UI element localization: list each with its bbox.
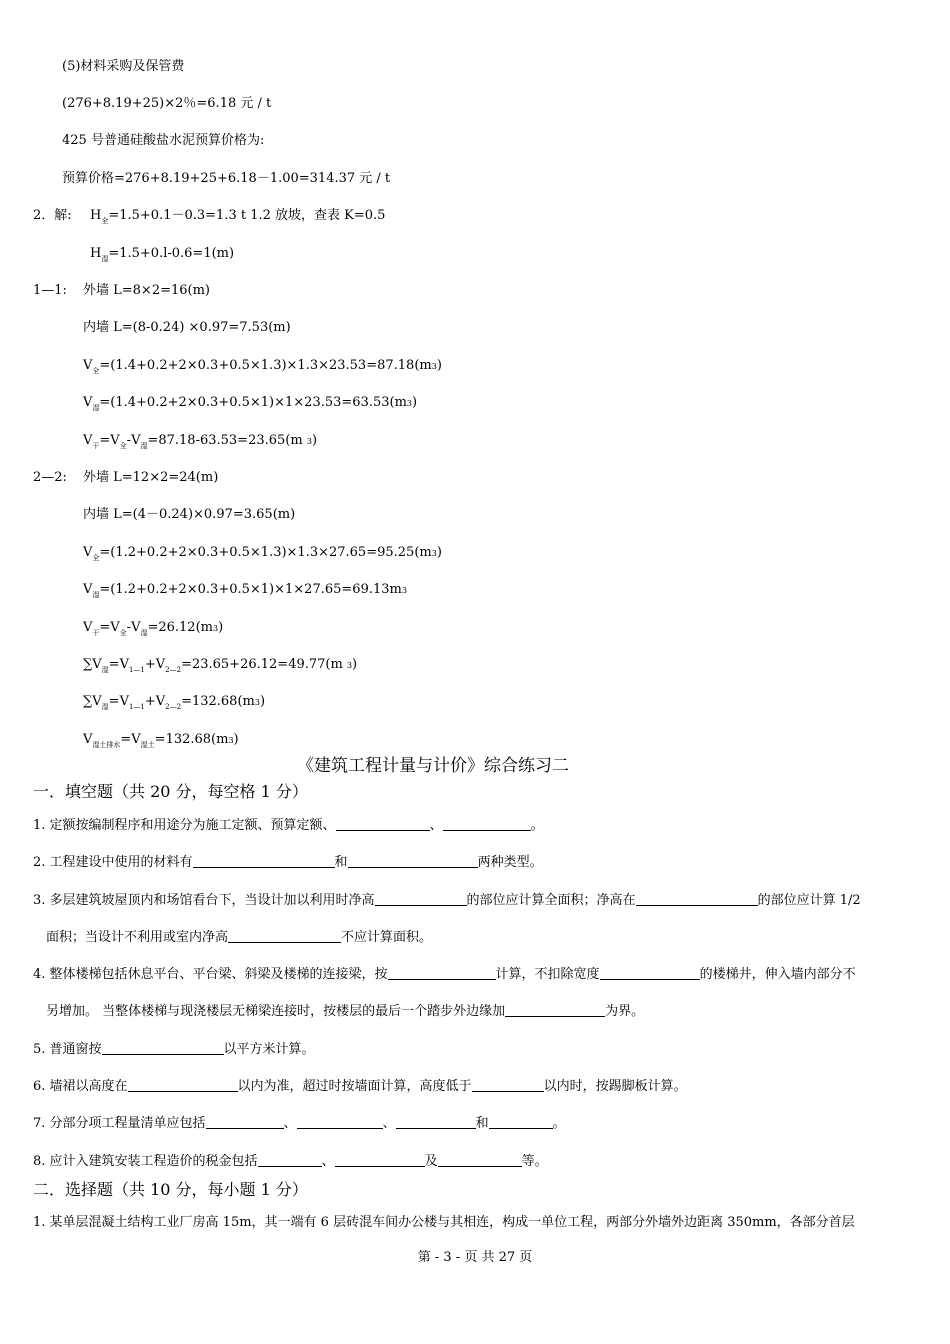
answer-blank — [600, 966, 700, 980]
material-fee-heading: (5)材料采购及保管费 — [62, 59, 185, 74]
answer-blank — [505, 1003, 605, 1017]
answer-blank — [206, 1115, 284, 1129]
question-5: 5. 普通窗按 以平方米计算。 — [33, 1042, 315, 1057]
answer-blank — [396, 1115, 476, 1129]
answer-blank — [388, 966, 496, 980]
question-3: 3. 多层建筑坡屋顶内和场馆看台下，当设计加以利用时净高 的部位应计算全面积；净高在 的部位应计算 1/2 — [33, 893, 861, 908]
section-1-1-v-full: $V_全=(1.4+0.2+2\times 0.3+0.5\times 1.3)\times 1.3\times 23.53=87.18(m3)$ — [83, 358, 442, 375]
section-2-2-v-wet: $V_湿=(1.2+0.2+2\times 0.3+0.5\times 1)\times 1\times 27.65=69.13m3$ — [83, 582, 407, 599]
exercise-title: 《建筑工程计量与计价》综合练习二 — [297, 756, 569, 776]
question-7: 7. 分部分项工程量清单应包括 、 、 和 。 — [33, 1116, 566, 1131]
answer-blank — [438, 1153, 522, 1167]
question-4-cont: 另增加。 当整体楼梯与现浇楼层无梯梁连接时，按楼层的最后一个踏步外边缘加 为界。 — [46, 1004, 645, 1019]
section-1-1-v-dry: $V_干=V_全-V_湿=87.18-63.53=23.65(m$ 3) — [83, 433, 318, 450]
page-footer: 第 - 3 - 页 共 27 页 — [417, 1250, 533, 1265]
question-2: 2. 工程建设中使用的材料有 和 两种类型。 — [33, 855, 543, 870]
section-2-2-inner-wall: 内墙 L=(4－0.24)×0.97=3.65(m) — [83, 507, 296, 522]
section-1-1-label: 1—1: — [33, 283, 67, 298]
answer-blank — [636, 892, 758, 906]
sum-wet-volume: $\sum V_湿=V_{1—1}+V_{2—2}=132.68(m3)$ — [83, 694, 266, 711]
section-2-2-outer-wall: 外墙 L=12×2=24(m) — [83, 470, 219, 485]
question-8: 8. 应计入建筑安装工程造价的税金包括 、 及 等。 — [33, 1154, 548, 1169]
answer-blank — [375, 892, 467, 906]
cement-price-formula: 预算价格=276+8.19+25+6.18－1.00=314.37 元 / t — [62, 171, 391, 186]
section-1-1-v-wet: $V_湿=(1.4+0.2+2\times 0.3+0.5\times 1)\times 1\times 23.53=63.53(m3)$ — [83, 395, 418, 412]
sum-dry-volume: $\sum V_湿=V_{1—1}+V_{2—2}=23.65+26.12=49.77(m$ 3) — [83, 657, 358, 674]
choice-question-1: 1. 某单层混凝土结构工业厂房高 15m，其一端有 6 层砖混车间办公楼与其相连，构成一单位工程，两部分外墙外边距离 350mm，各部分首层 — [33, 1215, 855, 1230]
section-2-2-v-full: $V_全=(1.2+0.2+2\times 0.3+0.5\times 1.3)\times 1.3\times 27.65=95.25(m3)$ — [83, 545, 442, 562]
material-fee-formula: (276+8.19+25)×2％=6.18 元 / t — [62, 96, 272, 111]
section-1-1-outer-wall: 外墙 L=8×2=16(m) — [83, 283, 210, 298]
answer-blank — [336, 817, 430, 831]
answer-blank — [258, 1153, 322, 1167]
answer-blank — [193, 854, 335, 868]
answer-blank — [228, 929, 341, 943]
answer-blank — [348, 854, 478, 868]
answer-blank — [489, 1115, 553, 1129]
h-wet-formula: $H_湿=1.5+0.l-0.6=1(m)$ — [90, 246, 235, 263]
section-choice-heading: 二．选择题（共 10 分，每小题 1 分） — [33, 1180, 308, 1199]
answer-blank — [102, 1041, 224, 1055]
question-4: 4. 整体楼梯包括休息平台、平台梁、斜梁及楼梯的连接梁，按 计算，不扣除宽度 的楼梯井，伸入墙内部分不 — [33, 967, 856, 982]
section-fill-in-heading: 一．填空题（共 20 分，每空格 1 分） — [33, 782, 308, 801]
section-1-1-inner-wall: 内墙 L=(8-0.24) ×0.97=7.53(m) — [83, 320, 291, 335]
question-6: 6. 墙裙以高度在 以内为准，超过时按墙面计算，高度低于 以内时，按踢脚板计算。 — [33, 1079, 687, 1094]
answer-blank — [297, 1115, 383, 1129]
answer-blank — [472, 1078, 544, 1092]
wet-soil-drainage-volume: $V_{湿土排水}=V_{湿土}=132.68(m3)$ — [83, 732, 239, 749]
section-2-2-label: 2—2: — [33, 470, 67, 485]
answer-blank — [443, 817, 531, 831]
solution2-label: 2．解: — [33, 208, 72, 223]
h-full-formula: $H_全=1.5+0.1-0.3=1.3$ t 1.2 放坡，查表 K=0.5 — [90, 208, 386, 225]
cement-price-intro: 425 号普通硅酸盐水泥预算价格为: — [62, 133, 265, 148]
answer-blank — [335, 1153, 425, 1167]
question-3-cont: 面积；当设计不利用或室内净高 不应计算面积。 — [46, 930, 433, 945]
section-2-2-v-dry: $V_干=V_全-V_湿=26.12(m3)$ — [83, 620, 224, 637]
answer-blank — [128, 1078, 238, 1092]
question-1: 1. 定额按编制程序和用途分为施工定额、预算定额、 、 。 — [33, 818, 544, 833]
